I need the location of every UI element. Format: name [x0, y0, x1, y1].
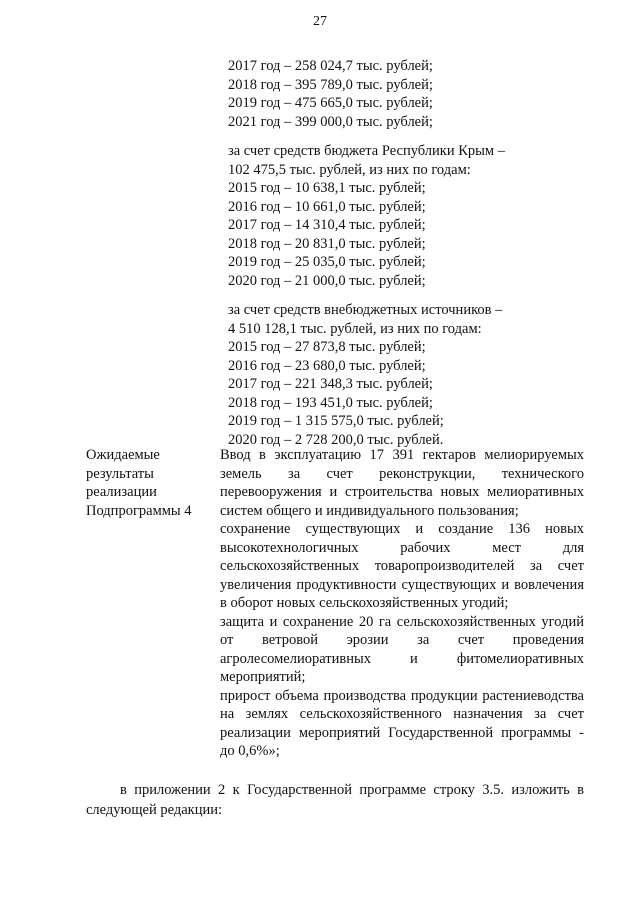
instruction-paragraph: в приложении 2 к Государственной программе строку 3.5. изложить в следующей редакции:	[86, 782, 584, 818]
funding-line: 2015 год – 27 873,8 тыс. рублей;	[228, 339, 426, 355]
result-item: сохранение существующих и создание 136 новых высокотехнологичных рабочих мест для сельскохозяйственных товаропроизводителей за счет увеличения продуктивности существующих и вовлечения в оборот новых сельскохозяйственных угодий;	[220, 521, 584, 611]
results-row-content	[220, 446, 584, 761]
results-row-label: Ожидаемые результаты реализации Подпрограммы 4	[86, 447, 192, 519]
funding-line: 2021 год – 399 000,0 тыс. рублей;	[228, 113, 433, 130]
funding-line: 102 475,5 тыс. рублей, из них по годам:	[228, 161, 471, 178]
funding-line: 2018 год – 395 789,0 тыс. рублей;	[228, 76, 433, 93]
funding-line: 2019 год – 1 315 575,0 тыс. рублей;	[228, 413, 444, 429]
funding-line: 2020 год – 2 728 200,0 тыс. рублей.	[228, 431, 444, 448]
funding-line: 2018 год – 20 831,0 тыс. рублей;	[228, 235, 426, 252]
funding-line: 2019 год – 25 035,0 тыс. рублей;	[228, 254, 426, 270]
funding-group-a	[228, 57, 528, 131]
funding-line: 2016 год – 10 661,0 тыс. рублей;	[228, 198, 426, 215]
funding-line: 4 510 128,1 тыс. рублей, из них по годам:	[228, 320, 482, 337]
funding-line: 2016 год – 23 680,0 тыс. рублей;	[228, 357, 426, 374]
funding-line: за счет средств бюджета Республики Крым –	[228, 143, 505, 159]
funding-line: 2019 год – 475 665,0 тыс. рублей;	[228, 95, 433, 111]
funding-group-extrabudgetary	[228, 301, 528, 449]
funding-group-crimea-budget	[228, 142, 528, 290]
result-item: прирост объема производства продукции растениеводства на землях сельскохозяйственного назначения за счет реализации мероприятий Государственной программы - до 0,6%»;	[220, 687, 584, 759]
funding-line: 2020 год – 21 000,0 тыс. рублей;	[228, 272, 426, 289]
funding-line: 2015 год – 10 638,1 тыс. рублей;	[228, 180, 426, 196]
funding-block	[228, 57, 528, 449]
funding-line: за счет средств внебюджетных источников –	[228, 302, 503, 318]
funding-line: 2017 год – 14 310,4 тыс. рублей;	[228, 217, 426, 233]
result-item: защита и сохранение 20 га сельскохозяйственных угодий от ветровой эрозии за счет проведения агролесомелиоративных и фитомелиоративных мероприятий;	[220, 613, 584, 685]
page-number: 27	[313, 14, 327, 29]
funding-line: 2017 год – 221 348,3 тыс. рублей;	[228, 376, 433, 392]
funding-line: 2018 год – 193 451,0 тыс. рублей;	[228, 394, 433, 411]
result-item: Ввод в эксплуатацию 17 391 гектаров мелиорируемых земель за счет реконструкции, технического перевооружения и строительства новых мелиоративных систем общего и индивидуального пользования;	[220, 447, 584, 519]
funding-line: 2017 год – 258 024,7 тыс. рублей;	[228, 58, 433, 74]
